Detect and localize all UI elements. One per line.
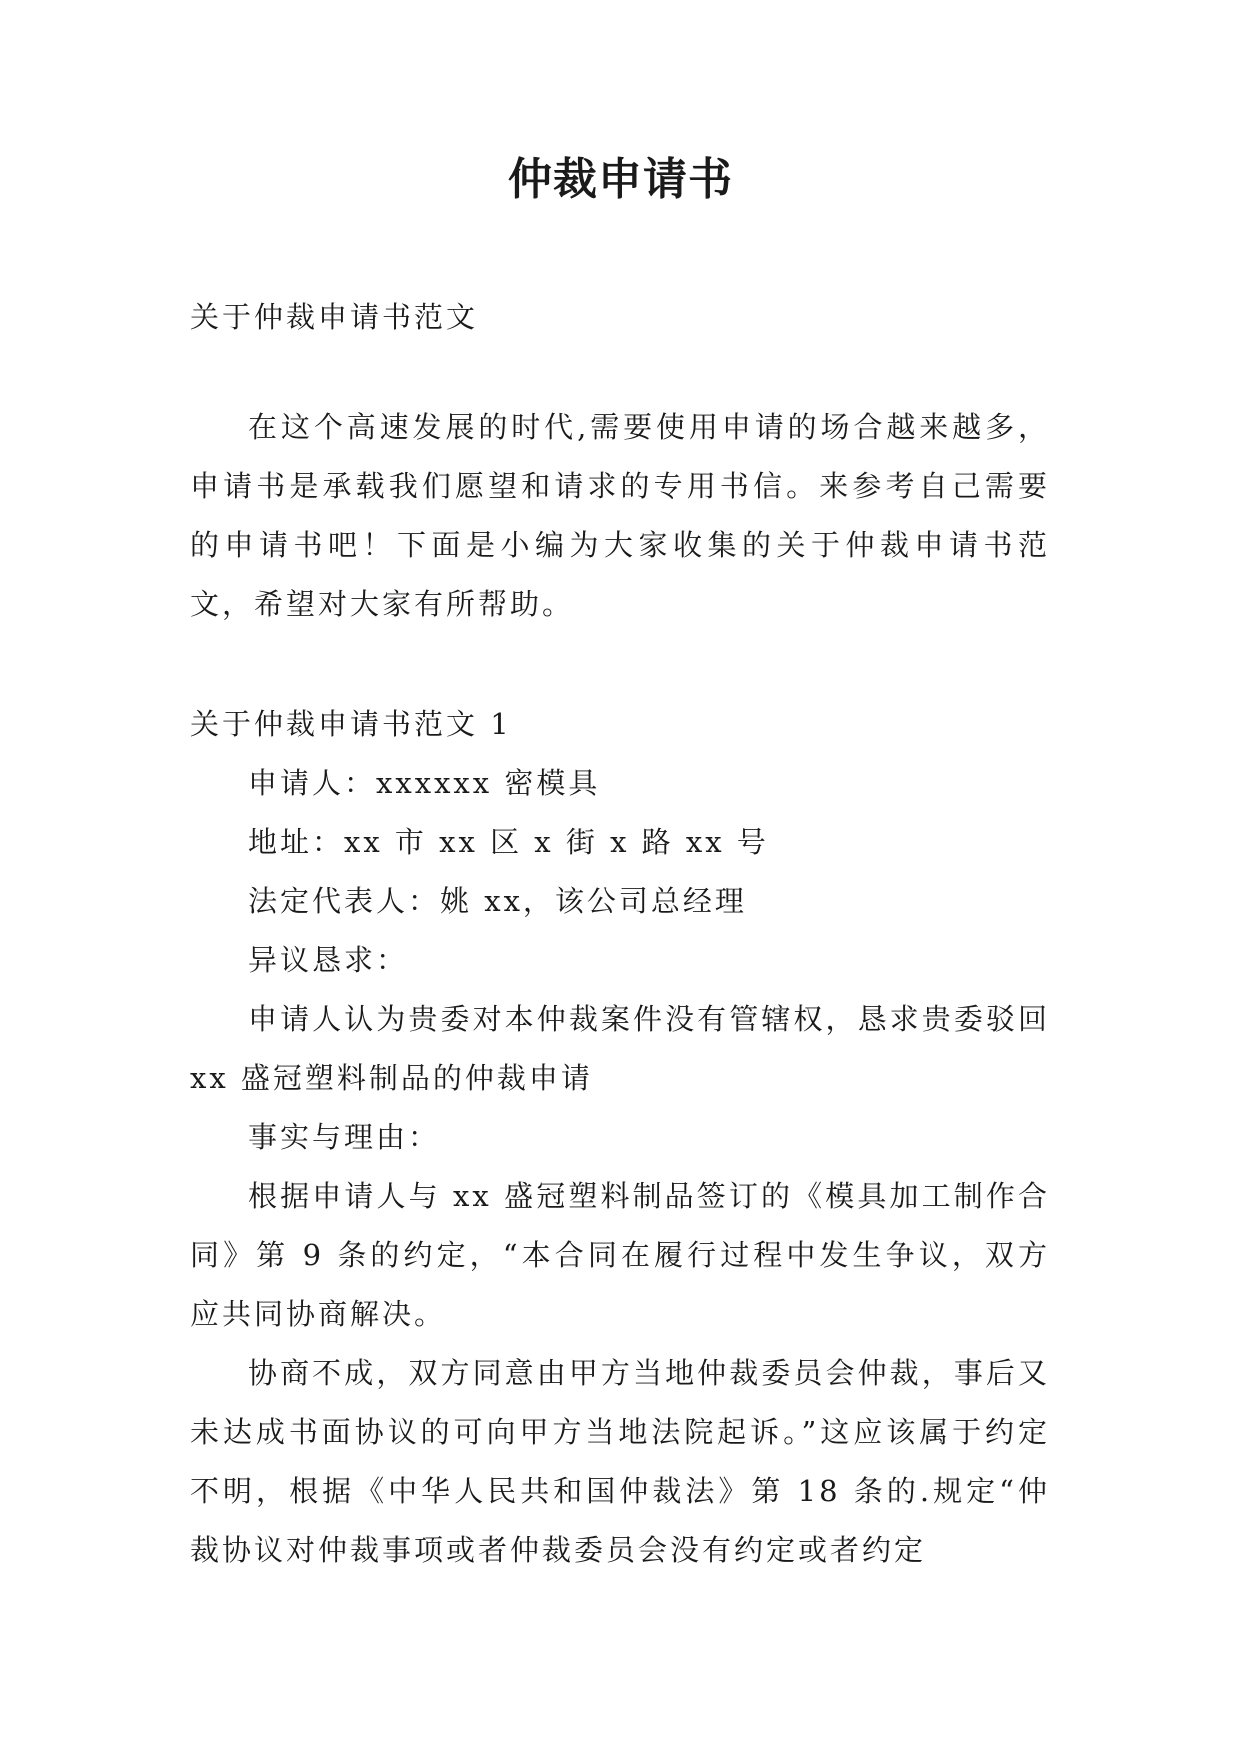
facts-label: 事实与理由：: [248, 1120, 441, 1154]
address-line: 地址：xx 市 xx 区 x 街 x 路 xx 号: [248, 825, 769, 859]
subtitle-text: 关于仲裁申请书范文: [190, 300, 479, 334]
intro-paragraph: 在这个高速发展的时代,需要使用申请的场合越来越多，申请书是承载我们愿望和请求的专用书信。来参考自己需要的申请书吧！下面是小编为大家收集的关于仲裁申请书范文，希望对大家有所帮助。: [190, 410, 1050, 621]
facts-paragraph-1: 根据申请人与 xx 盛冠塑料制品签订的《模具加工制作合同》第 9 条的约定，“本合同在履行过程中发生争议，双方应共同协商解决。: [190, 1179, 1050, 1331]
facts-paragraph-2: 协商不成，双方同意由甲方当地仲裁委员会仲裁，事后又未达成书面协议的可向甲方当地法院起诉。”这应该属于约定不明，根据《中华人民共和国仲裁法》第 18 条的.规定“仲裁协议对仲裁事项或者仲裁委员会没有约定或者约定: [190, 1356, 1050, 1567]
section-heading: 关于仲裁申请书范文 1: [190, 707, 512, 741]
applicant-line: 申请人：xxxxxx 密模具: [248, 766, 601, 800]
intro-paragraph-block: [190, 398, 1050, 634]
document-subtitle: [190, 288, 1050, 347]
sample-section: [190, 695, 1050, 1580]
legal-representative-line: 法定代表人：姚 xx，该公司总经理: [248, 884, 747, 918]
document-title: 仲裁申请书: [508, 154, 733, 205]
objection-text: 申请人认为贵委对本仲裁案件没有管辖权，恳求贵委驳回 xx 盛冠塑料制品的仲裁申请: [190, 1002, 1050, 1095]
objection-label: 异议恳求：: [248, 943, 409, 977]
